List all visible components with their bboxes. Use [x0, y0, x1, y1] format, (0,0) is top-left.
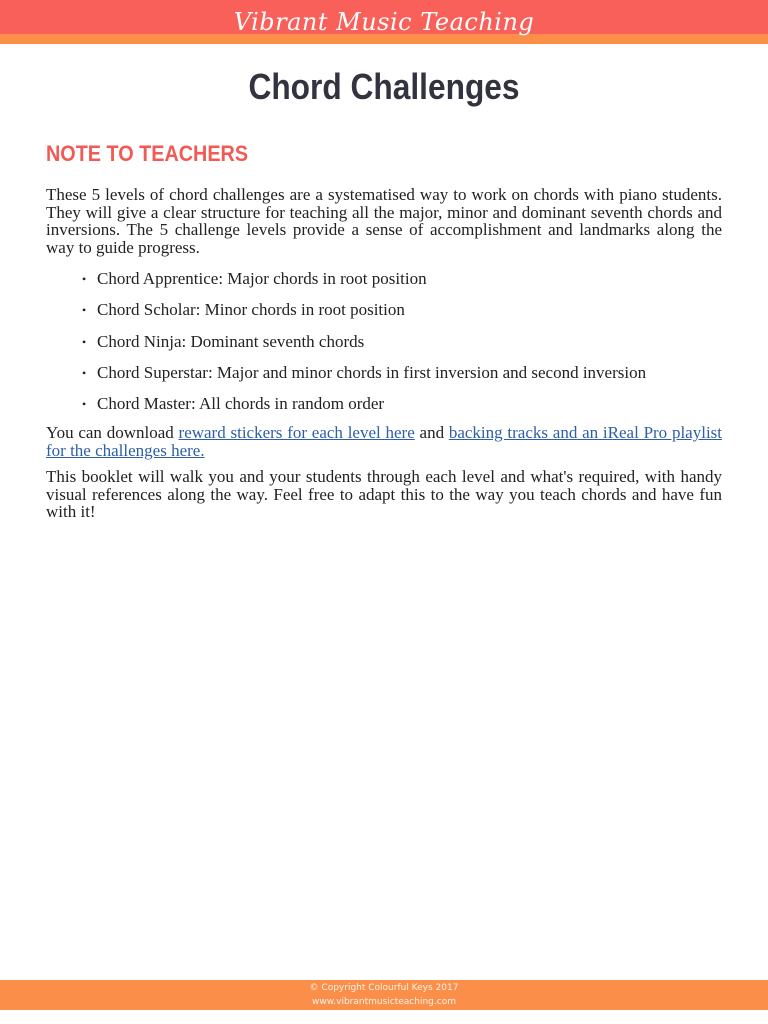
challenge-text: Chord Ninja: Dominant seventh chords [97, 331, 365, 351]
challenge-text: Chord Superstar: Major and minor chords in first inversion and second inversion [97, 362, 647, 382]
list-item [82, 299, 646, 330]
intro-paragraph: These 5 levels of chord challenges are a systematised way to work on chords with piano students. They will give a clear structure for teaching all the major, minor and dominant seventh chords and inversions. The 5 challenge levels provide a sense of accomplishment and landmarks along the way to guide progress. [46, 185, 722, 257]
list-item [82, 331, 646, 362]
list-item [82, 393, 646, 424]
website-text: www.vibrantmusicteaching.com [312, 997, 456, 1007]
bullet-icon: • [82, 334, 87, 349]
section-heading: NOTE TO TEACHERS [46, 141, 249, 166]
bullet-icon: • [82, 303, 87, 318]
bullet-icon: • [82, 272, 87, 286]
reward-stickers-link[interactable]: reward stickers for each level here [178, 423, 415, 442]
challenge-list [82, 268, 646, 424]
brand-logo-text: Vibrant Music Teaching [233, 8, 535, 36]
download-paragraph [46, 424, 722, 459]
page-title: Chord Challenges [248, 66, 520, 107]
list-item [82, 362, 646, 393]
challenge-text: Chord Master: All chords in random order [97, 394, 385, 414]
bullet-icon: • [82, 397, 87, 412]
download-middle: and [414, 423, 449, 442]
closing-paragraph: This booklet will walk you and your students through each level and what's required, with handy visual references along the way. Feel free to adapt this to the way you teach chords and have fun with it! [46, 467, 722, 521]
list-item [82, 268, 646, 299]
bullet-icon: • [82, 365, 87, 380]
backing-tracks-link[interactable]: backing tracks and an iReal Pro playlist for the challenges here. [46, 423, 723, 460]
challenge-text: Chord Scholar: Minor chords in root position [97, 300, 405, 320]
challenge-text: Chord Apprentice: Major chords in root position [97, 269, 427, 288]
download-prefix: You can download [46, 423, 179, 442]
copyright-text: © Copyright Colourful Keys 2017 [309, 983, 459, 993]
footer [0, 981, 768, 1009]
